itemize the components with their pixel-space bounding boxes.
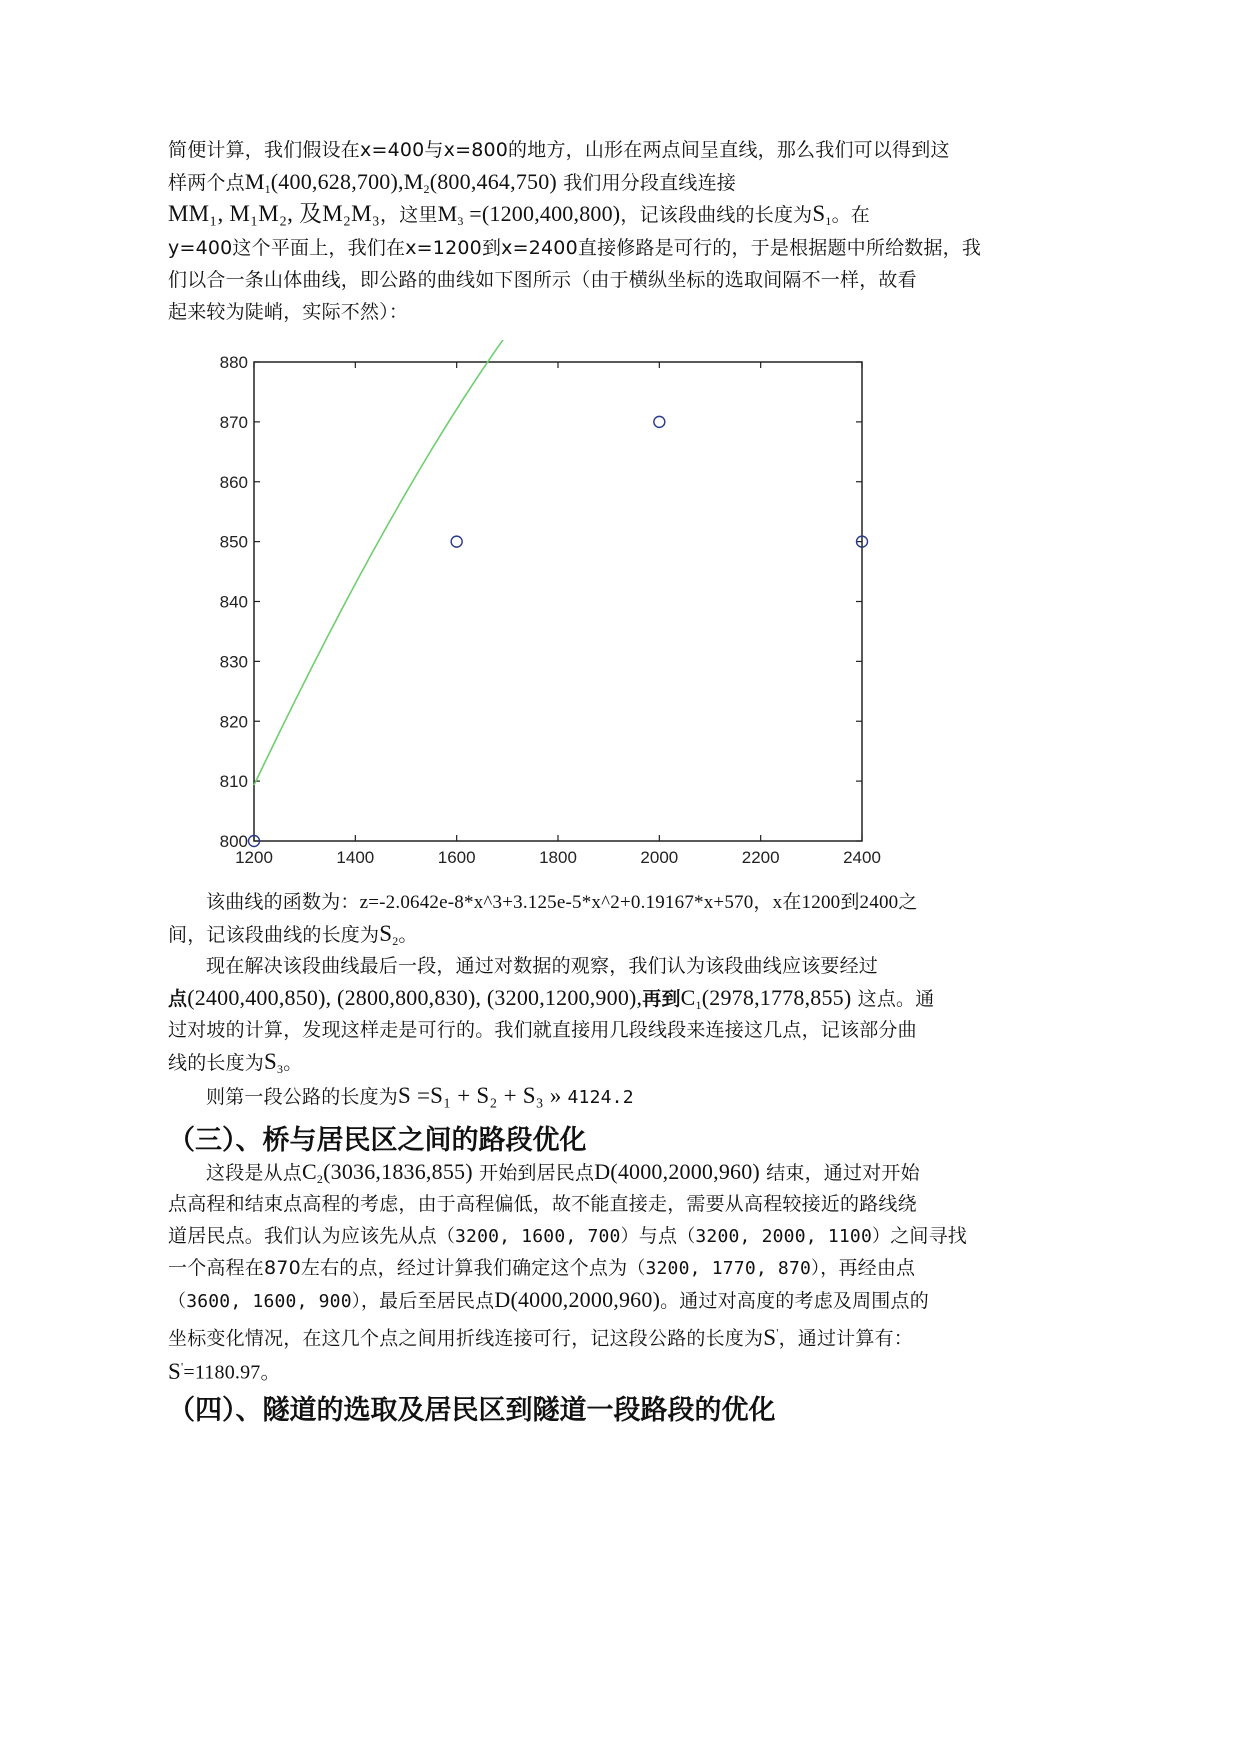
section3-line4 [168,1256,915,1281]
paragraph4-total-length [206,1084,634,1110]
point-d: D(4000,2000,960) [594,1159,760,1184]
paragraph3-line3: 过对坡的计算，发现这样走是可行的。我们就直接用几段线段来连接这几点，记该部分曲 [168,1019,917,1041]
text: ，通过计算有： [778,1327,913,1350]
point-c2: $C_2(3036,1836,855)$ [302,1159,473,1186]
text: 开始到居民点 [472,1162,595,1184]
s2-symbol: $S_2$ [379,921,399,948]
text: 之间寻找 [890,1225,967,1247]
point: （3200, 2000, 1100） [677,1226,891,1247]
point-c1: $C_1(2978,1778,855)$ [680,985,852,1012]
text: 间，记该段曲线的长度为 [168,924,380,946]
text: 结束，通过对开始 [759,1162,920,1184]
s3-symbol: $S_3$ [264,1049,284,1076]
section3-line1 [206,1160,920,1191]
paragraph3-line1: 现在解决该段曲线最后一段，通过对数据的观察，我们认为该段曲线应该要经过 [206,955,879,977]
text: 坐标变化情况，在这几个点之间用折线连接可行，记这段公路的长度为 [168,1327,764,1350]
text: 再经由点 [838,1257,916,1279]
paragraph1-line2 [168,170,736,201]
y-tick-label: 870 [219,412,248,432]
text: 。通过对高度的考虑及周围点的 [660,1290,929,1312]
curve-formula: z=-2.0642e-8*x^3+3.125e-5*x^2+0.19167*x+570， [359,892,773,913]
route-points: (2400,400,850), (2800,800,830), (3200,1200,900), [187,985,643,1010]
approx-symbol: » [543,1083,568,1108]
text: 这点。通 [851,988,935,1010]
paragraph3-line2 [168,986,934,1017]
text: 最后至居民点 [379,1290,495,1312]
paragraph2-line1 [206,890,918,915]
paragraph1-line5: 们以合一条山体曲线，即公路的曲线如下图所示（由于横纵坐标的选取间隔不一样，故看 [168,269,917,291]
paragraph1-line4: y=400这个平面上，我们在x=1200到x=2400直接修路是可行的，于是根据题中所给数据，我 [168,237,982,259]
text: 该曲线的函数为： [206,891,360,913]
section3-line2: 点高程和结束点高程的考虑，由于高程偏低，故不能直接走，需要从高程较接近的路线绕 [168,1193,917,1215]
paragraph3-line4 [168,1050,302,1081]
y-tick-label: 860 [219,472,248,492]
text: 一个高程在870左右的点，经过计算我们确定这个点为 [168,1257,628,1279]
x-tick-label: 2000 [640,848,679,867]
y-tick-label: 880 [219,353,248,372]
x-tick-label: 1600 [437,848,476,867]
text: 线的长度为 [168,1052,265,1074]
s-prime-symbol: S' [763,1324,779,1350]
text: ，记该段曲线的长度为 [620,204,813,226]
section3-line7 [168,1354,281,1385]
text: 。 [398,924,418,946]
text: 这段是从点 [206,1162,303,1184]
section3-line6 [168,1320,913,1351]
text: 再到 [642,988,681,1010]
section3-line3 [168,1224,967,1249]
section4-heading: （四）、隧道的选取及居民区到隧道一段路段的优化 [168,1395,776,1426]
y-tick-label: 810 [219,772,248,792]
text: ，这里 [380,204,438,226]
section3-heading: （三）、桥与居民区之间的路段优化 [168,1125,587,1156]
paragraph1-line3 [168,202,870,233]
y-tick-label: 800 [219,832,248,851]
length-equation: S =S₁ + S₂ + S₃ [398,1083,544,1108]
y-tick-label: 840 [219,592,248,612]
s-prime-symbol: S' [168,1358,184,1384]
y-tick-label: 820 [219,712,248,732]
point: （3200, 1770, 870）， [627,1258,839,1279]
point: （3200, 1600, 700） [436,1226,639,1247]
y-tick-label: 830 [219,652,248,672]
elevation-curve-chart [200,340,900,880]
y-tick-label: 850 [219,532,248,552]
x-tick-label: 1200 [235,848,273,867]
x-tick-label: 1400 [336,848,375,867]
x-tick-label: 2200 [741,848,780,867]
s1-symbol: $S_1$ [812,201,832,228]
text: 则第一段公路的长度为 [206,1086,399,1108]
text: 道居民点。我们认为应该先从点 [168,1225,437,1247]
x-tick-label: 2400 [843,848,881,867]
text: 与点 [638,1225,678,1247]
text: 。在 [831,204,870,226]
segments: MM₁, M₁M₂, 及M₂M₃ [168,201,380,226]
text: 。 [283,1052,303,1074]
total-length-value: 4124.2 [567,1087,634,1108]
x-tick-label: 1800 [539,848,577,867]
paragraph2-line2 [168,922,418,953]
text: 样两个点 [168,172,245,194]
point-m1: $M_1(400,628,700),M_2(800,464,750)$ [244,169,557,196]
text: x在1200到2400之 [772,892,918,913]
paragraph1-line1: 简便计算，我们假设在x=400与x=800的地方，山形在两点间呈直线，那么我们可以得到这 [168,139,950,161]
text: 点 [168,988,188,1010]
point-m3: $M_3 =(1200,400,800)$ [437,201,621,228]
s-prime-value: =1180.97。 [183,1361,281,1384]
section3-line5 [168,1288,929,1314]
text: 我们用分段直线连接 [556,172,737,194]
point-d: D(4000,2000,960) [494,1287,661,1312]
point: （3600, 1600, 900）， [168,1291,380,1312]
paragraph1-line6: 起来较为陡峭，实际不然）： [168,301,409,323]
